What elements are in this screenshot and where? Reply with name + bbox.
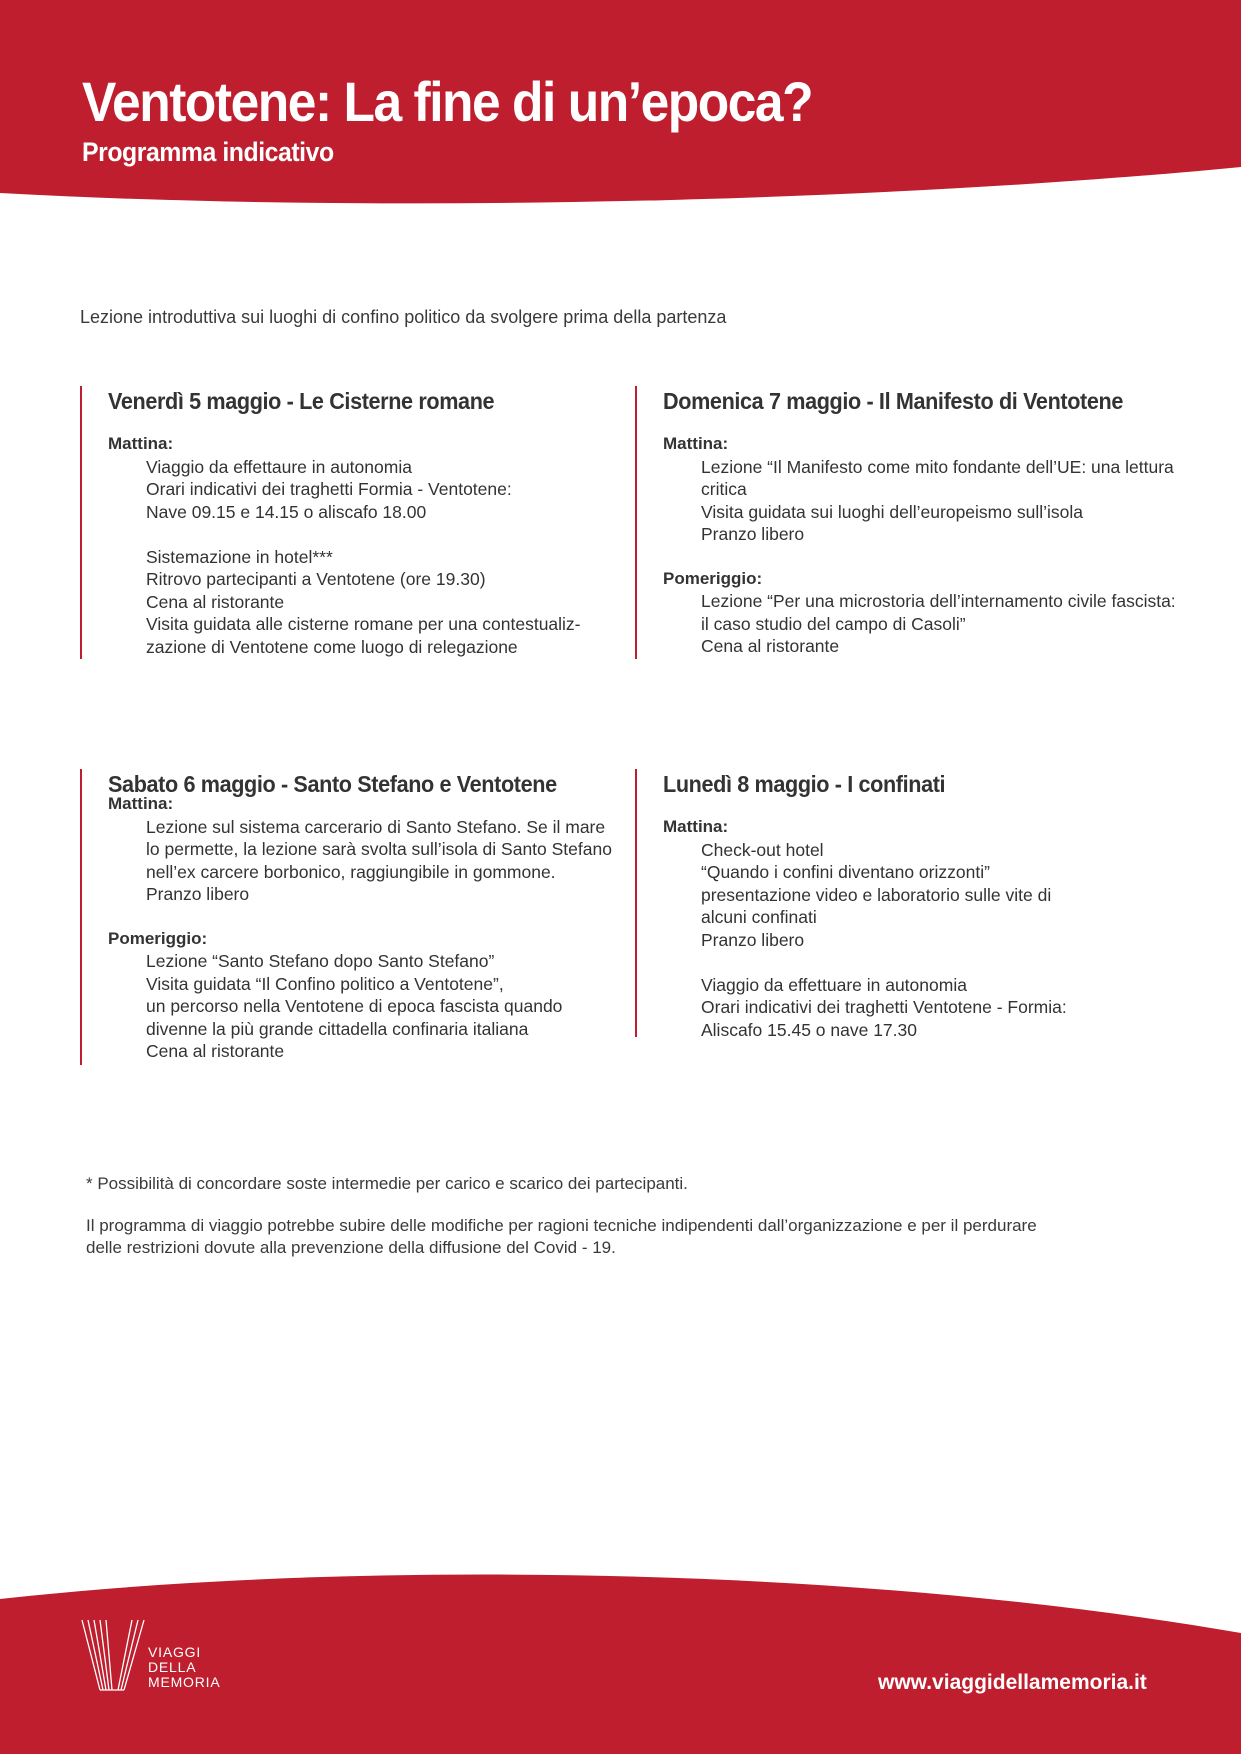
activity-list [108,950,620,1063]
activity-item: Lezione “Santo Stefano dopo Santo Stefano” [146,951,495,971]
activity-item: Sistemazione in hotel*** [146,546,333,567]
activity-item: presentazione video e laboratorio sulle vite di [701,884,1052,905]
activity-item: Pranzo libero [701,929,805,950]
section-mattina [108,793,620,906]
website-link[interactable]: www.viaggidellamemoria.it [878,1671,1147,1694]
day-title: Lunedì 8 maggio - I confinati [663,771,946,797]
section-mattina [663,816,1225,1041]
activity-list [108,456,620,659]
day-block-venerdi [80,386,620,659]
activity-item: Cena al ristorante [701,636,840,656]
logo-line: VIAGGI [148,1644,202,1660]
activity-item: Visita guidata sui luoghi dell’europeismo sull’isola [701,501,1083,522]
logo-wordmark [148,1645,221,1690]
page-title: Ventotene: La fine di un’epoca? [82,70,813,133]
activity-item: Pranzo libero [701,524,805,544]
activity-item: Ritrovo partecipanti a Ventotene (ore 19.30) [146,569,486,589]
section-pomeriggio [663,568,1225,658]
activity-item: lo permette, la lezione sarà svolta sull’isola di Santo Stefano [146,839,612,859]
day-block-domenica [635,386,1225,659]
activity-item: Lezione “Per una microstoria dell’internamento civile fascista: [701,591,1176,611]
disclaimer-line-1: Il programma di viaggio potrebbe subire delle modifiche per ragioni tecniche indipendenti dall’organizzazione e per il perdurare [86,1216,1037,1235]
day-title: Sabato 6 maggio - Santo Stefano e Ventotene [108,771,557,797]
section-label: Mattina: [108,434,174,453]
activity-item: il caso studio del campo di Casoli” [701,613,966,634]
activity-item: Pranzo libero [146,884,250,904]
footnote: * Possibilità di concordare soste intermedie per carico e scarico dei partecipanti. [86,1174,688,1193]
logo-line: DELLA [148,1659,197,1675]
activity-item: Orari indicativi dei traghetti Formia - Ventotene: [146,479,512,499]
day-block-lunedi [635,769,1225,1040]
disclaimer-line-2: delle restrizioni dovute alla prevenzione della diffusione del Covid - 19. [86,1238,616,1257]
logo-line: MEMORIA [148,1674,221,1690]
activity-item: “Quando i confini diventano orizzonti” [701,862,990,882]
activity-item: nell’ex carcere borbonico, raggiungibile in gommone. [146,861,556,882]
section-mattina [108,433,620,658]
section-label: Pomeriggio: [663,568,763,588]
activity-item: Viaggio da effettaure in autonomia [146,456,412,477]
activity-item: Nave 09.15 e 14.15 o aliscafo 18.00 [146,501,427,522]
activity-item: Viaggio da effettuare in autonomia [701,974,967,995]
activity-item: un percorso nella Ventotene di epoca fascista quando [146,996,563,1016]
section-pomeriggio [108,928,620,1063]
activity-item: Orari indicativi dei traghetti Ventotene - Formia: [701,997,1067,1017]
activity-item: Lezione sul sistema carcerario di Santo Stefano. Se il mare [146,816,606,837]
activity-list [108,816,620,906]
section-label: Mattina: [108,794,174,813]
activity-list [663,590,1225,658]
activity-list [663,456,1225,546]
activity-item: Visita guidata “Il Confino politico a Ventotene”, [146,973,504,994]
activity-item: Cena al ristorante [146,1041,285,1061]
day-title: Domenica 7 maggio - Il Manifesto di Ventotene [663,388,1123,414]
activity-item: critica [701,479,747,499]
activity-list [663,839,1225,1042]
activity-item: Visita guidata alle cisterne romane per una contestualiz- [146,614,581,634]
day-title: Venerdì 5 maggio - Le Cisterne romane [108,388,495,414]
activity-item: alcuni confinati [701,907,817,927]
page-subtitle: Programma indicativo [82,137,334,167]
section-label: Mattina: [663,817,729,836]
activity-item: Cena al ristorante [146,591,285,612]
section-label: Mattina: [663,434,729,453]
activity-item: Aliscafo 15.45 o nave 17.30 [701,1019,917,1040]
day-block-sabato [80,769,620,1065]
section-mattina [663,433,1225,546]
section-label: Pomeriggio: [108,928,208,948]
intro-text: Lezione introduttiva sui luoghi di confino politico da svolgere prima della partenza [80,307,727,327]
activity-item: divenne la più grande cittadella confinaria italiana [146,1018,529,1039]
activity-item: zazione di Ventotene come luogo di relegazione [146,636,518,657]
activity-item: Check-out hotel [701,839,824,860]
activity-item: Lezione “Il Manifesto come mito fondante dell’UE: una lettura [701,456,1174,477]
